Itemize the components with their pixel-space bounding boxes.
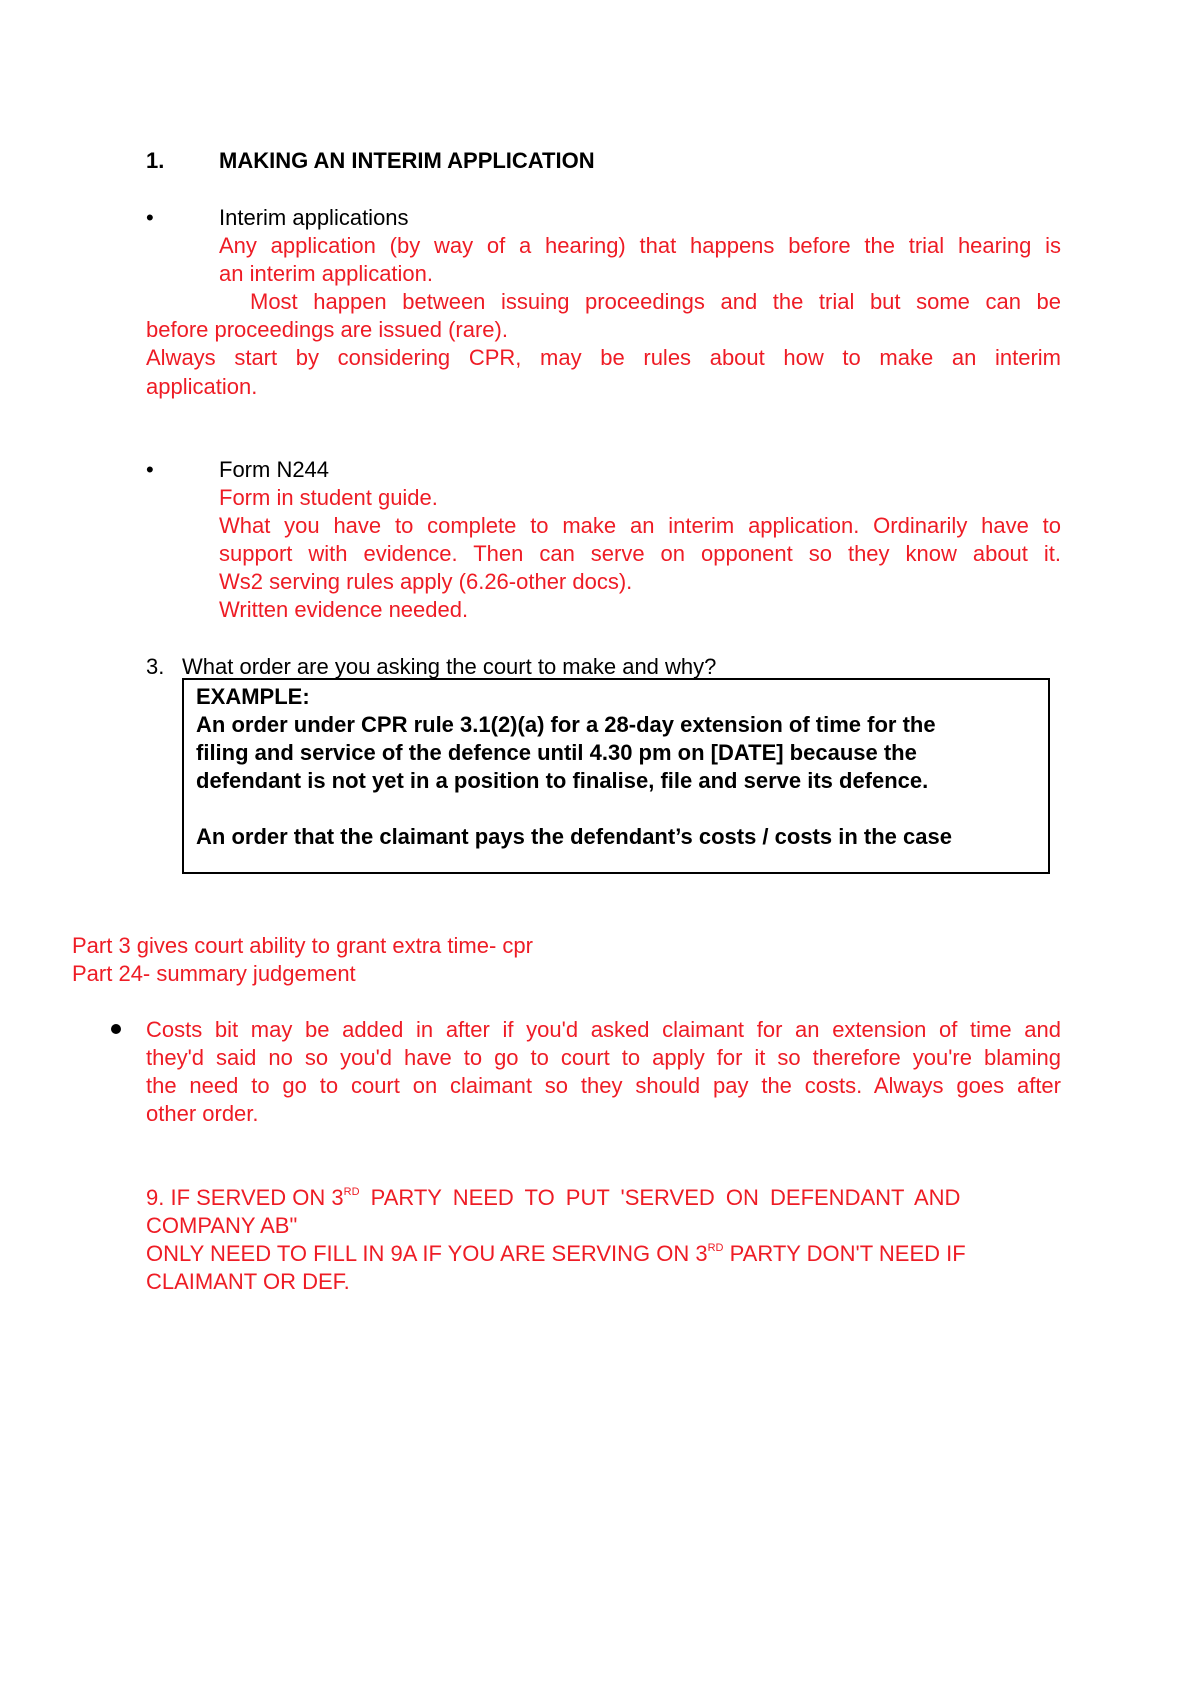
item9-line3 <box>146 1241 966 1267</box>
item9-line3-b: PARTY DON'T NEED IF <box>723 1241 966 1266</box>
heading-title: MAKING AN INTERIM APPLICATION <box>219 148 595 173</box>
item9-line3-a: ONLY NEED TO FILL IN 9A IF YOU ARE SERVING ON 3 <box>146 1241 708 1266</box>
bullet-form: • <box>146 457 154 482</box>
costs-note-line3: the need to go to court on claimant so they should pay the costs. Always goes after <box>146 1073 1061 1098</box>
costs-note-line1: Costs bit may be added in after if you'd asked claimant for an extension of time and <box>146 1017 1061 1042</box>
example-line3: defendant is not yet in a position to finalise, file and serve its defence. <box>196 768 929 793</box>
costs-note-line2: they'd said no so you'd have to go to court to apply for it so therefore you're blaming <box>146 1045 1061 1070</box>
item9-line4: CLAIMANT OR DEF. <box>146 1269 350 1294</box>
interim-note-line5: Always start by considering CPR, may be rules about how to make an interim <box>146 345 1061 370</box>
example-line4: An order that the claimant pays the defendant’s costs / costs in the case <box>196 824 952 849</box>
example-line1: An order under CPR rule 3.1(2)(a) for a 28-day extension of time for the <box>196 712 936 737</box>
form-title: Form N244 <box>219 457 330 482</box>
example-box <box>182 678 1050 874</box>
question-number: 3. <box>146 654 165 679</box>
costs-bullet <box>111 1024 121 1034</box>
interim-note-line2: an interim application. <box>219 261 434 286</box>
form-note-line2: What you have to complete to make an interim application. Ordinarily have to <box>219 513 1061 538</box>
interim-title: Interim applications <box>219 205 409 230</box>
form-note-line5: Written evidence needed. <box>219 597 469 622</box>
interim-note-line4: before proceedings are issued (rare). <box>146 317 508 342</box>
example-line2: filing and service of the defence until 4.30 pm on [DATE] because the <box>196 740 917 765</box>
item9-line2: COMPANY AB" <box>146 1213 298 1238</box>
costs-note-line4: other order. <box>146 1101 259 1126</box>
form-note-line4: Ws2 serving rules apply (6.26-other docs). <box>219 569 633 594</box>
question-text: What order are you asking the court to make and why? <box>182 654 717 679</box>
form-note-line1: Form in student guide. <box>219 485 438 510</box>
interim-note-line1: Any application (by way of a hearing) that happens before the trial hearing is <box>219 233 1061 258</box>
item9-line1-a: 9. IF SERVED ON 3 <box>146 1185 344 1210</box>
item9-line1 <box>146 1185 1061 1211</box>
interim-note-line3: Most happen between issuing proceedings and the trial but some can be <box>250 289 1061 314</box>
example-label: EXAMPLE: <box>196 684 310 709</box>
part24-note: Part 24- summary judgement <box>72 961 356 986</box>
interim-note-line6: application. <box>146 374 258 399</box>
bullet-interim: • <box>146 205 154 230</box>
item9-line3-sup: RD <box>707 1242 724 1254</box>
item9-line1-b: PARTY NEED TO PUT 'SERVED ON DEFENDANT AND <box>359 1185 961 1210</box>
item9-line1-sup: RD <box>343 1186 360 1198</box>
part3-note: Part 3 gives court ability to grant extra time- cpr <box>72 933 533 958</box>
form-note-line3: support with evidence. Then can serve on opponent so they know about it. <box>219 541 1061 566</box>
heading-number: 1. <box>146 148 165 173</box>
